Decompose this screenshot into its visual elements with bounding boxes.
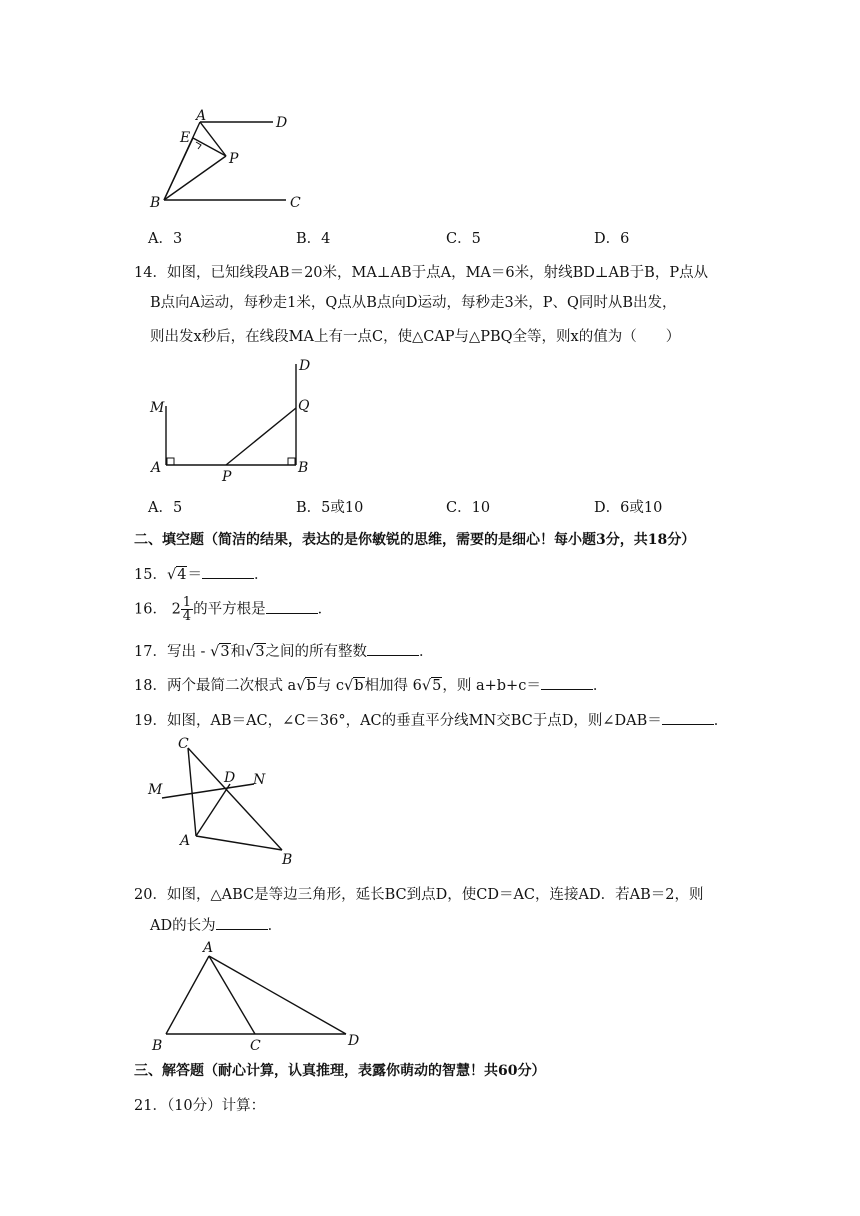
q13-figure xyxy=(140,108,320,212)
q20-figure xyxy=(140,938,380,1058)
q14-line-1: 14．如图，已知线段AB＝20米，MA⊥AB于点A，MA＝6米，射线BD⊥AB于B，P点从 xyxy=(134,265,709,281)
q14-label-M: M xyxy=(150,400,165,416)
q20-label-C: C xyxy=(250,1038,261,1054)
q14-option-a: A．5 xyxy=(148,500,183,516)
q15-answer-blank[interactable] xyxy=(202,566,254,579)
section-2-heading: 二、填空题（简洁的结果，表达的是你敏锐的思维，需要的是细心！每小题3分，共18分） xyxy=(134,532,696,548)
q18: 18．两个最简二次根式 a√b与 c√b相加得 6√5，则 a+b+c＝ ． xyxy=(134,678,608,694)
q13-option-d: D．6 xyxy=(594,231,630,247)
q13-option-c: C．5 xyxy=(446,231,481,247)
q14-line-3: 则出发x秒后，在线段MA上有一点C，使△CAP与△PBQ全等，则x的值为（ ） xyxy=(150,329,681,345)
q20-line-1: 20．如图，△ABC是等边三角形，延长BC到点D，使CD＝AC，连接AD．若AB＝2，则 xyxy=(134,887,704,903)
q19-label-B: B xyxy=(282,852,293,867)
q14-option-d: D．6或10 xyxy=(594,500,663,516)
q15: 15．√4＝ ． xyxy=(134,567,269,583)
q19-label-D: D xyxy=(224,770,236,786)
q17-answer-blank[interactable] xyxy=(367,643,419,656)
q14-label-P: P xyxy=(222,469,232,485)
q13-label-B: B xyxy=(150,195,161,211)
q20-label-B: B xyxy=(152,1038,163,1054)
q14-option-c: C．10 xyxy=(446,500,491,516)
q19: 19．如图，AB＝AC，∠C＝36°，AC的垂直平分线MN交BC于点D，则∠DAB＝ ． xyxy=(134,713,729,729)
q18-answer-blank[interactable] xyxy=(541,677,593,690)
q14-label-A: A xyxy=(151,460,162,476)
q20-line-2: AD的长为 ． xyxy=(150,918,283,934)
q14-label-D: D xyxy=(299,358,311,374)
q21: 21．（10分）计算： xyxy=(134,1098,266,1114)
q16: 16． 2 $\frac{1}{4}$ 的平方根是 ． xyxy=(134,595,333,624)
q13-option-b: B．4 xyxy=(296,231,331,247)
q19-figure xyxy=(140,732,310,867)
q13-label-P: P xyxy=(229,151,239,167)
q19-label-N: N xyxy=(253,772,266,788)
q20-answer-blank[interactable] xyxy=(216,917,268,930)
q14-option-b: B．5或10 xyxy=(296,500,364,516)
q17: 17．写出 - √3和√3之间的所有整数 ． xyxy=(134,644,434,660)
q20-label-D: D xyxy=(348,1033,360,1049)
q14-label-B: B xyxy=(298,460,309,476)
q13-label-C: C xyxy=(290,195,301,211)
q13-label-E: E xyxy=(180,130,191,146)
q14-label-Q: Q xyxy=(298,398,310,414)
q19-label-A: A xyxy=(180,833,191,849)
q16-answer-blank[interactable] xyxy=(266,601,318,614)
q14-line-2: B点向A运动，每秒走1米，Q点从B点向D运动，每秒走3米，P、Q同时从B出发， xyxy=(150,295,677,311)
q13-label-D: D xyxy=(276,115,288,131)
q13-label-A: A xyxy=(196,108,207,124)
q19-label-C: C xyxy=(178,736,189,752)
q20-label-A: A xyxy=(203,940,214,956)
q19-answer-blank[interactable] xyxy=(662,712,714,725)
section-3-heading: 三、解答题（耐心计算，认真推理，表露你萌动的智慧！共60分） xyxy=(134,1063,546,1079)
q13-option-a: A．3 xyxy=(148,231,183,247)
q14-figure xyxy=(140,352,340,486)
q19-label-M: M xyxy=(148,782,163,798)
